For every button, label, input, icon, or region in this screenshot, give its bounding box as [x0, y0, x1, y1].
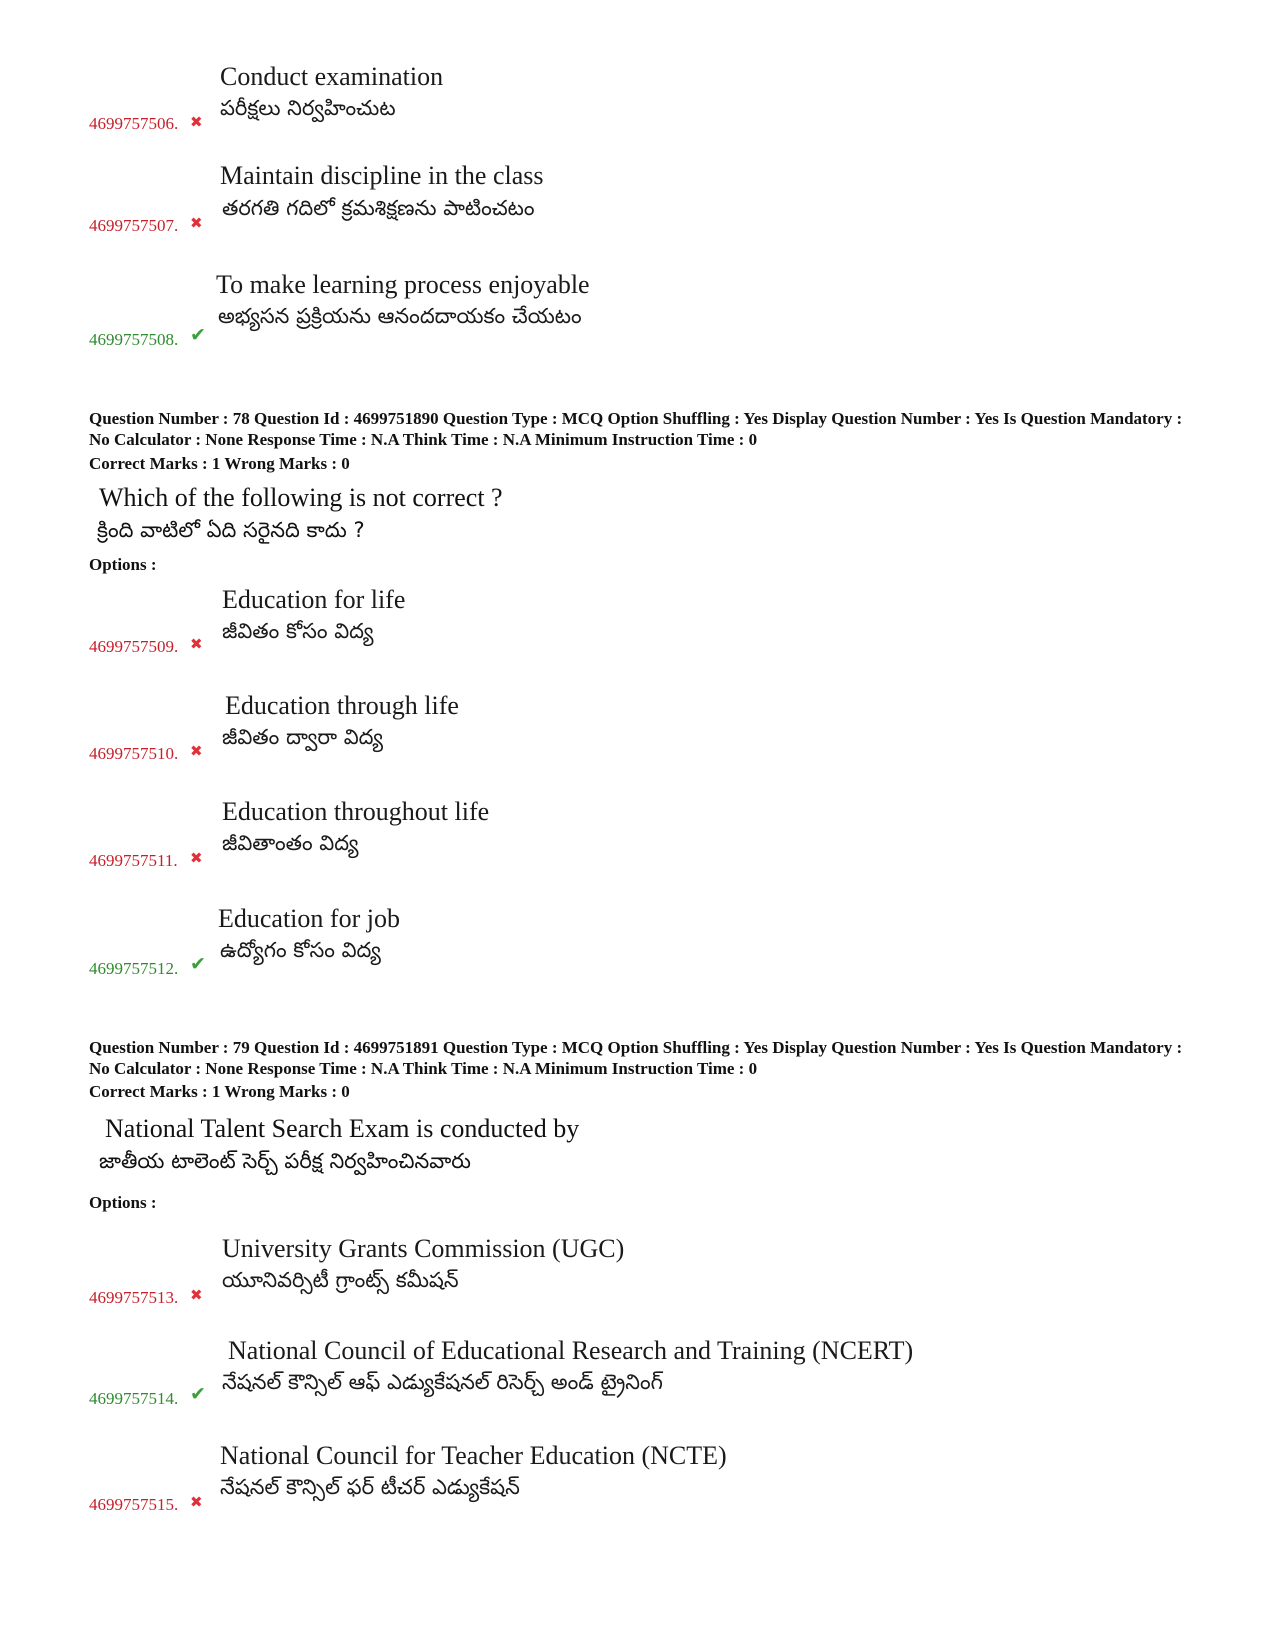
option-text-en: Conduct examination: [220, 62, 444, 91]
option-text-en: Education for job: [218, 904, 400, 933]
correct-mark-icon: ✔: [190, 953, 206, 975]
wrong-mark-icon: ✖: [190, 1493, 203, 1511]
question-78-text-en: Which of the following is not correct ?: [99, 483, 503, 512]
option-text-te: జీవితం కోసం విద్య: [222, 619, 374, 643]
wrong-mark-icon: ✖: [190, 214, 203, 232]
options-label: Options :: [89, 1193, 157, 1212]
option-text-te: పరీక్షలు నిర్వహించుట: [220, 96, 396, 120]
wrong-mark-icon: ✖: [190, 849, 203, 867]
question-78-meta: Question Number : 78 Question Id : 4699751890 Question Type : MCQ Option Shuffling : Yes Display Question Number : Yes Is Question Mandatory : No Calculator : None Response Time : N.A Think Time : N.A Minimum Instruction Time : 0: [89, 409, 1183, 449]
option-text-te: నేషనల్ కౌన్సిల్ ఫర్ టీచర్ ఎడ్యుకేషన్: [220, 1475, 520, 1499]
option-id: 4699757512.: [89, 959, 179, 978]
option-text-te: ఉద్యోగం కోసం విద్య: [220, 938, 381, 962]
question-79-text-te: జాతీయ టాలెంట్ సెర్చ్ పరీక్ష నిర్వహించినవారు: [99, 1149, 471, 1173]
question-79-text-en: National Talent Search Exam is conducted by: [105, 1114, 580, 1143]
question-78-marks: Correct Marks : 1 Wrong Marks : 0: [89, 454, 350, 473]
option-id: 4699757508.: [89, 330, 179, 349]
option-text-en: Education for life: [222, 585, 406, 614]
question-78-text-te: క్రింది వాటిలో ఏది సరైనది కాదు ?: [97, 518, 365, 542]
option-id: 4699757513.: [89, 1288, 179, 1307]
option-text-te: నేషనల్ కౌన్సిల్ ఆఫ్ ఎడ్యుకేషనల్ రిసెర్చ్ అండ్ ట్రైనింగ్: [222, 1370, 663, 1394]
option-text-te: జీవితం ద్వారా విద్య: [222, 725, 383, 749]
correct-mark-icon: ✔: [190, 324, 206, 346]
options-label: Options :: [89, 555, 157, 574]
option-text-en: Maintain discipline in the class: [220, 161, 544, 190]
option-text-en: Education through life: [225, 691, 459, 720]
question-79-meta: Question Number : 79 Question Id : 4699751891 Question Type : MCQ Option Shuffling : Yes Display Question Number : Yes Is Question Mandatory : No Calculator : None Response Time : N.A Think Time : N.A Minimum Instruction Time : 0: [89, 1038, 1183, 1078]
option-id: 4699757509.: [89, 637, 179, 656]
option-id: 4699757506.: [89, 114, 179, 133]
option-text-te: తరగతి గదిలో క్రమశిక్షణను పాటించటం: [222, 196, 535, 220]
option-text-te: యూనివర్సిటీ గ్రాంట్స్ కమీషన్: [222, 1268, 459, 1292]
option-text-en: National Council of Educational Research and Training (NCERT): [228, 1336, 914, 1365]
option-text-en: Education throughout life: [222, 797, 490, 826]
wrong-mark-icon: ✖: [190, 113, 203, 131]
wrong-mark-icon: ✖: [190, 1286, 203, 1304]
option-text-en: University Grants Commission (UGC): [222, 1234, 625, 1263]
correct-mark-icon: ✔: [190, 1383, 206, 1405]
option-text-en: To make learning process enjoyable: [216, 270, 590, 299]
option-id: 4699757511.: [89, 851, 178, 870]
question-79-marks: Correct Marks : 1 Wrong Marks : 0: [89, 1082, 350, 1101]
option-id: 4699757510.: [89, 744, 179, 763]
wrong-mark-icon: ✖: [190, 742, 203, 760]
option-id: 4699757507.: [89, 216, 179, 235]
option-text-te: జీవితాంతం విద్య: [222, 831, 359, 855]
option-id: 4699757515.: [89, 1495, 179, 1514]
option-text-te: అభ్యసన ప్రక్రియను ఆనందదాయకం చేయటం: [218, 304, 582, 328]
wrong-mark-icon: ✖: [190, 635, 203, 653]
option-id: 4699757514.: [89, 1389, 179, 1408]
option-text-en: National Council for Teacher Education (NCTE): [220, 1441, 727, 1470]
